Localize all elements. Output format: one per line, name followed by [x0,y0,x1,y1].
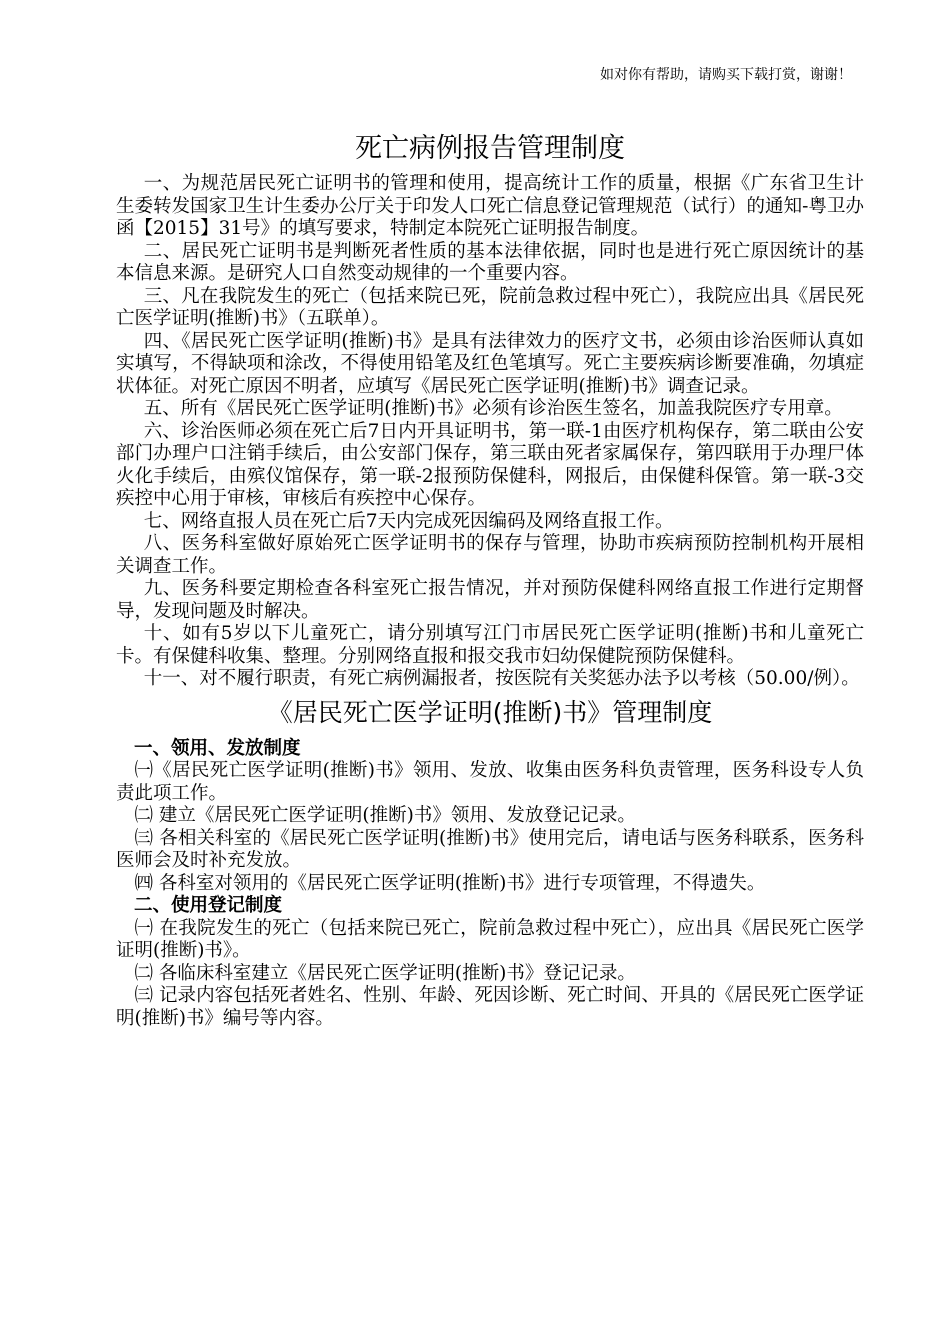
section1-paragraph-1: 一、为规范居民死亡证明书的管理和使用，提高统计工作的质量，根据《广东省卫生计生委转发国家卫生计生委办公厅关于印发人口死亡信息登记管理规范（试行）的通知-粤卫办函【2015】31号》的填写要求，特制定本院死亡证明报告制度。 [116,173,864,239]
section1-paragraph-6: 六、诊治医师必须在死亡后7日内开具证明书，第一联-1由医疗机构保存，第二联由公安部门办理户口注销手续后，由公安部门保存，第三联由死者家属保存，第四联用于办理尸体火化手续后，由殡仪馆保存，第一联-2报预防保健科，网报后，由保健科保管。第一联-3交疾控中心用于审核，审核后有疾控中心保存。 [116,420,864,509]
part1-item-1: ㈠《居民死亡医学证明(推断)书》领用、发放、收集由医务科负责管理，医务科设专人负责此项工作。 [116,760,864,804]
part1-item-4: ㈣ 各科室对领用的《居民死亡医学证明(推断)书》进行专项管理，不得遗失。 [134,872,766,894]
part1-heading: 一、领用、发放制度 [134,737,301,759]
section1-paragraph-10: 十、如有5岁以下儿童死亡，请分别填写江门市居民死亡医学证明(推断)书和儿童死亡卡。有保健科收集、整理。分别网络直报和报交我市妇幼保健院预防保健科。 [116,623,864,667]
section1-paragraph-2: 二、居民死亡证明书是判断死者性质的基本法律依据，同时也是进行死亡原因统计的基本信息来源。是研究人口自然变动规律的一个重要内容。 [116,240,864,284]
part2-item-1: ㈠ 在我院发生的死亡（包括来院已死亡，院前急救过程中死亡），应出具《居民死亡医学证明(推断)书》。 [116,917,864,961]
section1-paragraph-9: 九、医务科要定期检查各科室死亡报告情况，并对预防保健科网络直报工作进行定期督导，发现问题及时解决。 [116,578,864,622]
header-note: 如对你有帮助，请购买下载打赏，谢谢！ [600,67,852,83]
section1-title: 死亡病例报告管理制度 [355,133,625,164]
part1-item-2: ㈡ 建立《居民死亡医学证明(推断)书》领用、发放登记记录。 [134,805,636,826]
section2-title: 《居民死亡医学证明(推断)书》管理制度 [267,697,713,727]
part1-item-3: ㈢ 各相关科室的《居民死亡医学证明(推断)书》使用完后，请电话与医务科联系，医务科医师会及时补充发放。 [116,827,864,871]
section1-paragraph-7: 七、网络直报人员在死亡后7天内完成死因编码及网络直报工作。 [143,510,674,532]
document-body [116,127,864,1030]
section1-paragraph-11: 十一、对不履行职责，有死亡病例漏报者，按医院有关奖惩办法予以考核（50.00/例）。 [143,668,860,689]
section1-paragraph-5: 五、所有《居民死亡医学证明(推断)书》必须有诊治医生签名，加盖我院医疗专用章。 [143,398,843,419]
part2-item-3: ㈢ 记录内容包括死者姓名、性别、年龄、死因诊断、死亡时间、开具的《居民死亡医学证明(推断)书》编号等内容。 [116,985,864,1029]
section1-paragraph-4: 四、《居民死亡医学证明(推断)书》是具有法律效力的医疗文书，必须由诊治医师认真如实填写，不得缺项和涂改，不得使用铅笔及红色笔填写。死亡主要疾病诊断要准确，勿填症状体征。对死亡原因不明者，应填写《居民死亡医学证明(推断)书》调查记录。 [116,330,864,397]
part2-item-2: ㈡ 各临床科室建立《居民死亡医学证明(推断)书》登记记录。 [134,962,636,984]
section1-paragraph-8: 八、医务科室做好原始死亡医学证明书的保存与管理，协助市疾病预防控制机构开展相关调查工作。 [116,533,864,577]
section1-paragraph-3: 三、凡在我院发生的死亡（包括来院已死，院前急救过程中死亡），我院应出具《居民死亡医学证明(推断)书》（五联单）。 [116,285,864,329]
part2-heading: 二、使用登记制度 [134,895,283,916]
